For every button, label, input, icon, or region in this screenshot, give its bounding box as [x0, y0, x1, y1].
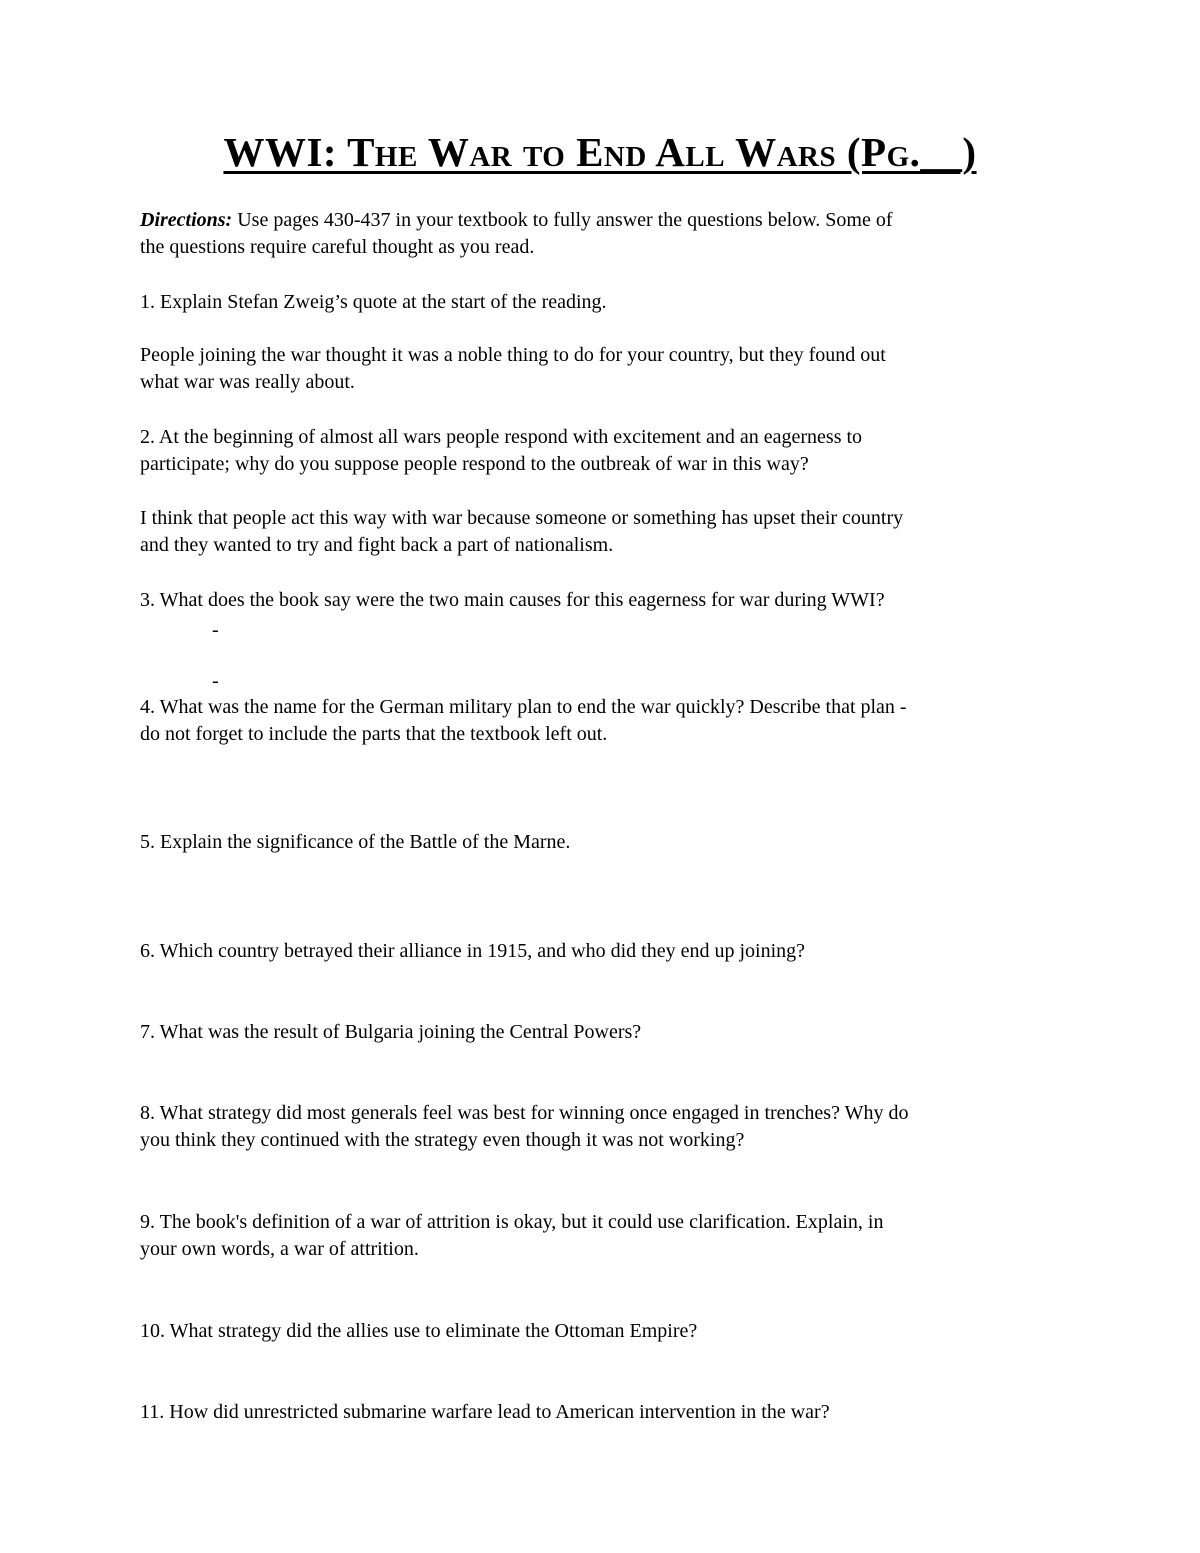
question-text: 2. At the beginning of almost all wars people respond with excitement and an eagerness to: [140, 426, 863, 448]
question-9: [140, 1209, 1070, 1263]
question-text: participate; why do you suppose people respond to the outbreak of war in this way?: [140, 453, 809, 475]
question-text: 7. What was the result of Bulgaria joining the Central Powers?: [140, 1021, 642, 1043]
answer-bullet: -: [212, 670, 219, 692]
answer-text: and they wanted to try and fight back a part of nationalism.: [140, 534, 614, 556]
question-text: 4. What was the name for the German military plan to end the war quickly? Describe that plan -: [140, 696, 907, 718]
question-5: [140, 829, 1070, 856]
question-text: 11. How did unrestricted submarine warfare lead to American intervention in the war?: [140, 1401, 830, 1423]
question-text: 3. What does the book say were the two main causes for this eagerness for war during WWI?: [140, 589, 885, 611]
question-text: 1. Explain Stefan Zweig’s quote at the start of the reading.: [140, 291, 607, 313]
question-text: do not forget to include the parts that the textbook left out.: [140, 723, 608, 745]
question-4: [140, 694, 1070, 748]
question-text: your own words, a war of attrition.: [140, 1238, 419, 1260]
answer-text: I think that people act this way with war because someone or something has upset their country: [140, 507, 904, 529]
question-1: [140, 289, 1070, 316]
question-10: [140, 1318, 1070, 1345]
directions: [140, 207, 1070, 261]
answer-text: People joining the war thought it was a noble thing to do for your country, but they found out: [140, 344, 886, 366]
question-text: 6. Which country betrayed their alliance in 1915, and who did they end up joining?: [140, 940, 806, 962]
answer-bullet: -: [212, 619, 219, 641]
question-3: [140, 587, 1070, 614]
question-7: [140, 1019, 1070, 1046]
question-2: [140, 424, 1070, 478]
question-text: 8. What strategy did most generals feel was best for winning once engaged in trenches? Why do: [140, 1102, 909, 1124]
question-6: [140, 938, 1070, 965]
directions-text: Use pages 430-437 in your textbook to fully answer the questions below. Some of: [232, 209, 893, 231]
question-text: you think they continued with the strategy even though it was not working?: [140, 1129, 745, 1151]
question-text: 9. The book's definition of a war of attrition is okay, but it could use clarification. Explain, in: [140, 1211, 884, 1233]
question-text: 10. What strategy did the allies use to eliminate the Ottoman Empire?: [140, 1320, 698, 1342]
question-11: [140, 1399, 1070, 1426]
question-text: 5. Explain the significance of the Battle of the Marne.: [140, 831, 571, 853]
answer-text: what war was really about.: [140, 371, 355, 393]
page-title: WWI: The War to End All Wars (Pg.__): [223, 129, 977, 175]
answer-1: [140, 342, 1070, 396]
directions-label: Directions:: [140, 209, 233, 231]
directions-line-1: [140, 207, 1070, 234]
question-8: [140, 1100, 1070, 1154]
directions-line-2: the questions require careful thought as you read.: [140, 236, 535, 258]
answer-2: [140, 505, 1070, 559]
